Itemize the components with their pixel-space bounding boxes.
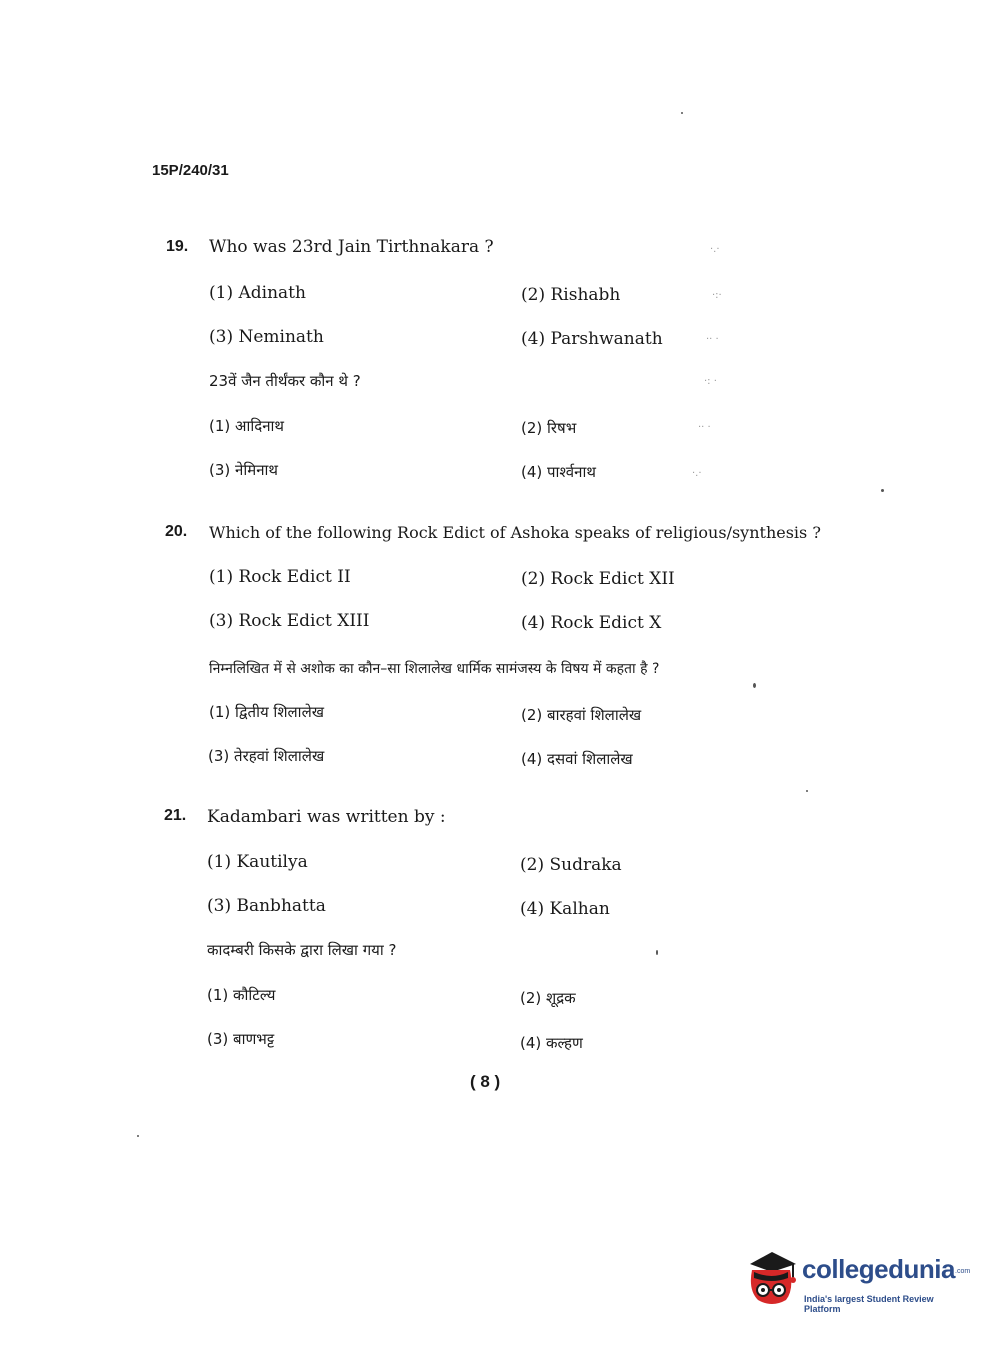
option-en-1: (1) Rock Edict II — [209, 567, 351, 587]
scan-speck — [753, 683, 756, 688]
scan-speck — [881, 489, 884, 492]
scan-mark: ·· · — [698, 422, 711, 433]
scan-speck — [137, 1135, 139, 1137]
option-hi-4: (4) दसवां शिलालेख — [521, 750, 633, 768]
option-en-2: (2) Sudraka — [520, 855, 622, 875]
option-en-1: (1) Kautilya — [207, 852, 308, 872]
logo-tld: .com — [955, 1268, 971, 1275]
logo-tagline: India's largest Student Review Platform — [804, 1294, 934, 1314]
option-hi-2: (2) रिषभ — [521, 419, 577, 437]
scan-speck — [656, 950, 658, 955]
option-en-3: (3) Rock Edict XIII — [209, 611, 370, 631]
question-text-en: Which of the following Rock Edict of Ashoka speaks of religious/synthesis ? — [209, 523, 821, 542]
collegedunia-logo — [742, 1250, 972, 1320]
option-hi-1: (1) द्वितीय शिलालेख — [209, 703, 325, 721]
question-number: 21. — [164, 807, 187, 824]
option-en-4: (4) Parshwanath — [521, 329, 663, 349]
mascot-icon — [742, 1250, 802, 1312]
question-text-hi: कादम्बरी किसके द्वारा लिखा गया ? — [207, 941, 397, 959]
option-hi-2: (2) शूद्रक — [520, 989, 576, 1007]
scan-mark: ·: · — [704, 376, 717, 387]
option-hi-2: (2) बारहवां शिलालेख — [521, 706, 642, 724]
option-en-4: (4) Kalhan — [520, 899, 610, 919]
scan-speck — [681, 112, 683, 114]
question-text-hi: 23वें जैन तीर्थंकर कौन थे ? — [209, 372, 361, 390]
option-hi-1: (1) कौटिल्य — [207, 986, 276, 1004]
question-number: 20. — [165, 523, 188, 540]
option-en-1: (1) Adinath — [209, 283, 306, 303]
option-hi-4: (4) पार्श्वनाथ — [521, 463, 596, 481]
option-en-2: (2) Rock Edict XII — [521, 569, 675, 589]
option-hi-3: (3) बाणभट्ट — [207, 1030, 275, 1048]
scan-mark: ·· · — [706, 334, 719, 345]
page-number: ( 8 ) — [470, 1072, 501, 1091]
scan-speck — [806, 790, 808, 792]
option-en-3: (3) Neminath — [209, 327, 324, 347]
option-hi-4: (4) कल्हण — [520, 1034, 583, 1052]
option-en-2: (2) Rishabh — [521, 285, 621, 305]
option-hi-3: (3) तेरहवां शिलालेख — [208, 747, 325, 765]
option-hi-3: (3) नेमिनाथ — [209, 461, 278, 479]
scan-mark: ·:· — [712, 290, 722, 301]
option-en-4: (4) Rock Edict X — [521, 613, 662, 633]
paper-code: 15P/240/31 — [152, 162, 229, 179]
logo-brand: collegedunia — [802, 1254, 955, 1284]
scan-mark: ·.· — [710, 244, 720, 255]
question-text-en: Who was 23rd Jain Tirthnakara ? — [209, 237, 494, 257]
question-number: 19. — [166, 238, 189, 255]
question-text-en: Kadambari was written by : — [207, 807, 446, 827]
question-text-hi: निम्नलिखित में से अशोक का कौन–सा शिलालेख धार्मिक सामंजस्य के विषय में कहता है ? — [209, 661, 660, 677]
option-hi-1: (1) आदिनाथ — [209, 417, 284, 435]
scan-mark: ·.· — [692, 468, 702, 479]
option-en-3: (3) Banbhatta — [207, 896, 326, 916]
